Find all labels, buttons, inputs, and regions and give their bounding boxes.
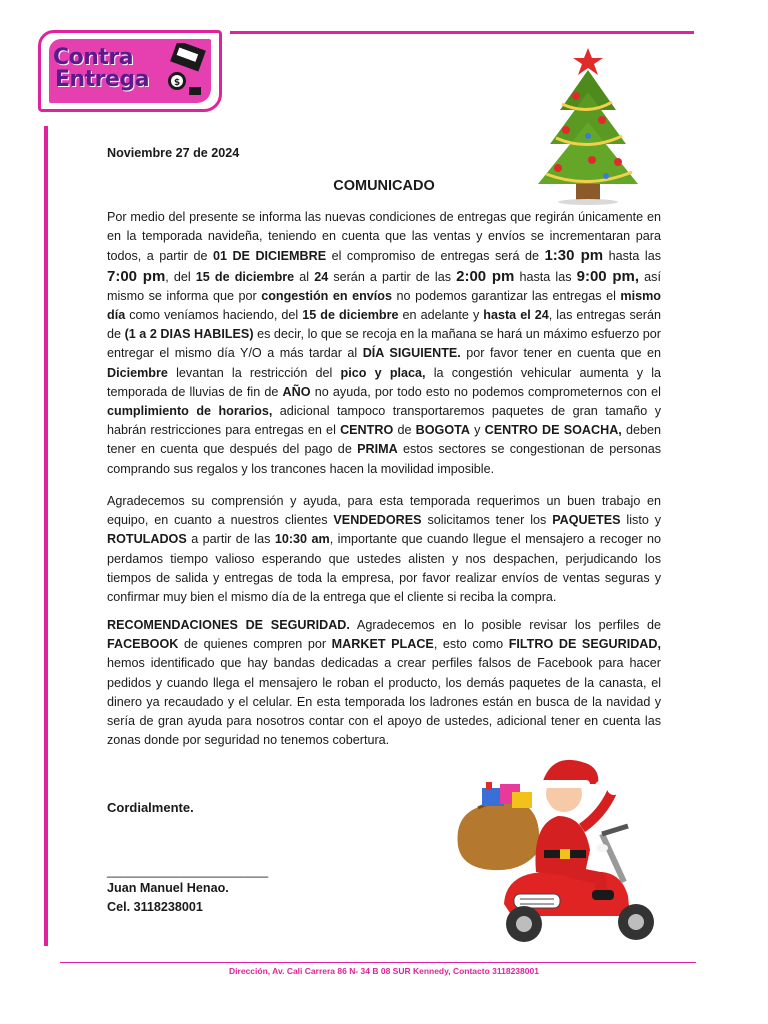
text-run: , esto como xyxy=(433,637,509,652)
emphasis-run: 15 de diciembre xyxy=(195,269,295,284)
paragraph-security-recommendations xyxy=(107,616,661,750)
text-run: al xyxy=(294,269,315,284)
text-run: , importante que cuando llegue el mensajero a recoger no perdamos tiempo valioso esperando que ustedes alisten y nos despachen, perjudicando los tiempos de salida y entregas de toda la empresa, por favor realizar envíos de ventas seguras y confirmar muy bien el mismo día de la entrega que el cliente si reciba la compra. xyxy=(107,532,661,605)
emphasis-run: 9:00 pm, xyxy=(576,267,640,285)
emphasis-run: 24 xyxy=(314,269,329,284)
signature-line: _______________________ xyxy=(107,864,269,878)
logo-badge xyxy=(49,39,211,103)
text-run: la congestión vehicular aumenta y la temporada de lluvias de fin de xyxy=(107,365,661,399)
text-run: y xyxy=(469,423,485,438)
text-run: estos sectores se congestionan de personas comprando sus regalos y los trancones hacen la movilidad imposible. xyxy=(107,442,661,476)
emphasis-run: 01 DE DICIEMBRE xyxy=(212,249,327,264)
emphasis-run: ROTULADOS xyxy=(107,532,187,547)
emphasis-run: cumplimiento de horarios, xyxy=(107,404,273,419)
emphasis-run: congestión en envíos xyxy=(261,288,393,303)
closing-text: Cordialmente. xyxy=(107,800,194,815)
text-run: listo y xyxy=(620,513,661,528)
emphasis-run: hasta el 24 xyxy=(483,308,549,323)
text-run: hemos identificado que hay bandas dedicadas a crear perfiles falsos de Facebook para hacer pedidos y cuando llega el mensajero le roban el producto, los demás paquetes de la canasta, el dinero ya recaudado y el celular. En esta temporada los ladrones están en busca de la navidad y sería de gran ayuda para nosotros contar con el apoyo de ustedes, adicional tener en cuenta las zonas donde por seguridad no tenemos cobertura. xyxy=(107,656,661,748)
text-run: serán a partir de las xyxy=(328,269,457,284)
text-run: en adelante y xyxy=(398,308,484,323)
header-rule xyxy=(230,31,694,34)
text-run: solicitamos tener los xyxy=(421,513,553,528)
emphasis-run: PRIMA xyxy=(357,442,398,457)
signer-phone: Cel. 3118238001 xyxy=(107,900,203,914)
text-run: hasta las xyxy=(603,249,662,264)
text-run: Agradecemos su comprensión y ayuda, para esta temporada requerimos un buen trabajo en equipo, en cuanto a nuestros clientes xyxy=(107,494,661,528)
text-run: de quienes compren por xyxy=(178,637,332,652)
delivery-box-icon xyxy=(159,43,207,101)
text-run: levantan la restricción del xyxy=(167,365,341,380)
text-run: Por medio del presente se informa las nuevas condiciones de entregas que regirán únicamente en en la temporada navideña, teniendo en cuenta que las ventas y envíos se incrementaran para todos, a partir de xyxy=(107,210,661,264)
logo-word-contra: Contra xyxy=(53,45,134,70)
text-run: , las entregas serán de xyxy=(107,308,661,342)
emphasis-run: DÍA SIGUIENTE. xyxy=(362,346,461,361)
text-run: hasta las xyxy=(514,269,577,284)
emphasis-run: MARKET PLACE xyxy=(331,637,434,652)
emphasis-run: BOGOTA xyxy=(415,423,470,438)
text-run: no ayuda, por todo esto no podemos comprometernos con el xyxy=(310,384,661,399)
emphasis-run: mismo día xyxy=(107,288,661,323)
text-run: el compromiso de entregas será de xyxy=(326,249,545,264)
emphasis-run: FACEBOOK xyxy=(107,637,179,652)
logo-word-entrega: Entrega xyxy=(55,67,150,92)
footer-rule xyxy=(60,962,696,963)
emphasis-run: FILTRO DE SEGURIDAD, xyxy=(508,637,661,652)
emphasis-run: 2:00 pm xyxy=(456,267,515,285)
svg-text:$: $ xyxy=(173,78,181,88)
signer-name: Juan Manuel Henao. xyxy=(107,881,229,895)
text-run: por favor tener en cuenta que en xyxy=(460,346,661,361)
emphasis-run: CENTRO DE SOACHA, xyxy=(484,423,622,438)
text-run: como veníamos haciendo, del xyxy=(125,308,303,323)
text-run: adicional tampoco transportaremos paquetes de gran tamaño y habrán restricciones para entregas en el xyxy=(107,404,661,438)
company-logo xyxy=(38,30,222,112)
footer-address: Dirección, Av. Cali Carrera 86 N- 34 B 08 SUR Kennedy, Contacto 3118238001 xyxy=(229,966,539,976)
text-run: Agradecemos en lo posible revisar los perfiles de xyxy=(349,618,662,632)
emphasis-run: AÑO xyxy=(282,384,311,399)
text-run: , del xyxy=(165,269,196,284)
text-run: deben tener en cuenta que después del pago de xyxy=(107,423,662,457)
emphasis-run: Diciembre xyxy=(107,365,168,380)
emphasis-run: 1:30 pm xyxy=(544,247,604,265)
paragraph-delivery-conditions xyxy=(107,208,661,479)
santa-scooter-icon xyxy=(452,754,664,948)
letter-title: COMUNICADO xyxy=(333,178,435,194)
left-margin-rule xyxy=(44,126,48,946)
text-run: así mismo se informa que por xyxy=(107,269,661,303)
text-run: de xyxy=(393,423,416,438)
text-run: no podemos garantizar las entregas el xyxy=(392,288,621,303)
emphasis-run: CENTRO xyxy=(340,423,394,438)
emphasis-run: RECOMENDACIONES DE SEGURIDAD. xyxy=(107,618,350,632)
text-run: a partir de las xyxy=(186,532,275,547)
text-run: es decir, lo que se recoja en la mañana se hará un máximo esfuerzo por entregar el mismo día Y/O a más tardar al xyxy=(107,327,661,361)
paragraph-vendors-request xyxy=(107,492,661,607)
letter-date: Noviembre 27 de 2024 xyxy=(107,146,240,160)
emphasis-run: 15 de diciembre xyxy=(302,308,399,323)
emphasis-run: (1 a 2 DIAS HABILES) xyxy=(124,327,254,342)
emphasis-run: 7:00 pm xyxy=(107,267,166,285)
emphasis-run: PAQUETES xyxy=(552,513,621,528)
emphasis-run: pico y placa, xyxy=(340,365,426,380)
emphasis-run: 10:30 am xyxy=(274,532,330,547)
emphasis-run: VENDEDORES xyxy=(333,513,422,528)
